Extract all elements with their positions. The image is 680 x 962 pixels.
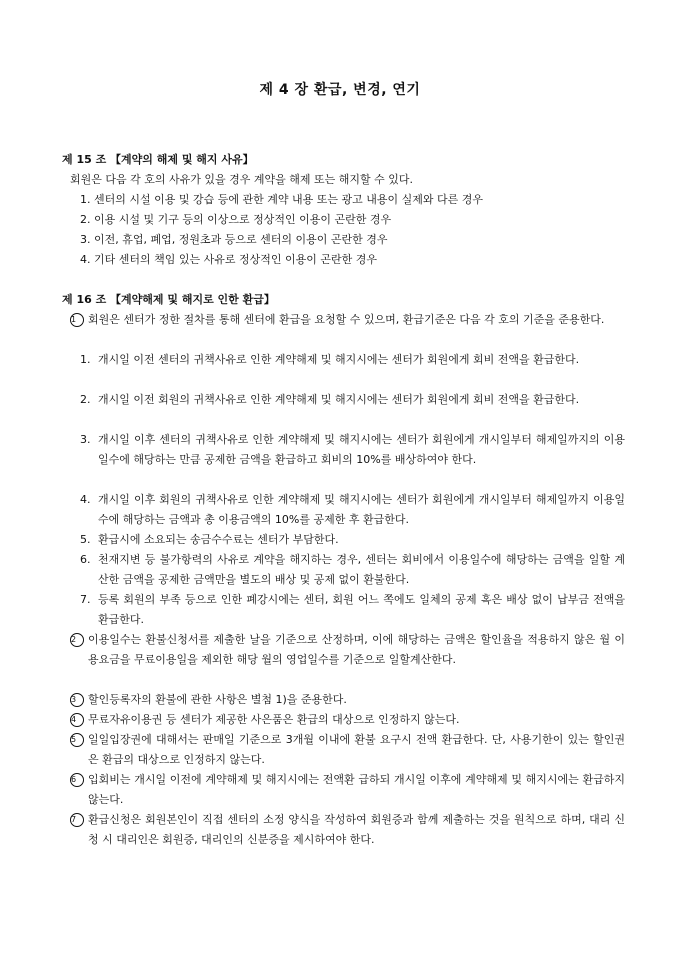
article-16-item — [80, 350, 625, 370]
clause-text: 환급신청은 회원본인이 직접 센터의 소정 양식을 작성하여 회원증과 함께 제출하는 것을 원칙으로 하며, 대리 신청 시 대리인은 회원증, 대리인의 신분증을 제시하여야 한다. — [88, 813, 625, 846]
item-text: 기타 센터의 책임 있는 사유로 정상적인 이용이 곤란한 경우 — [94, 253, 377, 266]
item-number: 5. — [80, 533, 91, 546]
article-16-clause — [70, 710, 625, 730]
item-text: 천재지변 등 불가항력의 사유로 계약을 해지하는 경우, 센터는 회비에서 이용일수에 해당하는 금액을 일할 계산한 금액을 공제한 금액만을 별도의 배상 및 공제 없이 환불한다. — [98, 553, 625, 586]
item-number: 7. — [80, 593, 91, 606]
item-text: 개시일 이전 회원의 귀책사유로 인한 계약해제 및 해지시에는 센터가 회원에게 회비 전액을 환급한다. — [98, 393, 580, 406]
item-text: 개시일 이후 센터의 귀책사유로 인한 계약해제 및 해지시에는 센터가 회원에게 개시일부터 해제일까지의 이용일수에 해당하는 만큼 공제한 금액을 환급하고 회비의 10%를 배상하여야 한다. — [98, 433, 625, 466]
article-16-clause — [70, 690, 625, 710]
article-16-clause — [70, 770, 625, 810]
article-16-clause — [70, 730, 625, 770]
article-16-heading: 제 16 조 【계약해제 및 해지로 인한 환급】 — [62, 293, 275, 306]
item-text: 이전, 휴업, 폐업, 정원초과 등으로 센터의 이용이 곤란한 경우 — [94, 233, 388, 246]
article-15-item — [80, 210, 640, 230]
clause-number: 5 — [70, 733, 84, 747]
article-16-clause — [70, 810, 625, 850]
item-text: 개시일 이후 회원의 귀책사유로 인한 계약해제 및 해지시에는 센터가 회원에게 개시일부터 해제일까지 이용일수에 해당하는 금액과 총 이용금액의 10%를 공제한 후 환급한다. — [98, 493, 625, 526]
item-number: 2. — [80, 393, 91, 406]
item-text: 등록 회원의 부족 등으로 인한 폐강시에는 센터, 회원 어느 쪽에도 일체의 공제 혹은 배상 없이 납부금 전액을 환급한다. — [98, 593, 625, 626]
item-text: 환급시에 소요되는 송금수수료는 센터가 부담한다. — [98, 533, 339, 546]
clause-text: 무료자유이용권 등 센터가 제공한 사은품은 환급의 대상으로 인정하지 않는다. — [88, 713, 460, 726]
clause-number: 7 — [70, 813, 84, 827]
item-text: 이용 시설 및 기구 등의 이상으로 정상적인 이용이 곤란한 경우 — [94, 213, 392, 226]
article-16-item — [80, 430, 625, 470]
clause-text: 일일입장권에 대해서는 판매일 기준으로 3개월 이내에 환불 요구시 전액 환급한다. 단, 사용기한이 있는 할인권은 환급의 대상으로 인정하지 않는다. — [88, 733, 625, 766]
item-number: 1. — [80, 193, 91, 206]
article-15-heading: 제 15 조 【계약의 해제 및 해지 사유】 — [62, 153, 254, 166]
clause-text: 할인등록자의 환불에 관한 사항은 별첨 1)을 준용한다. — [88, 693, 347, 706]
clause-text: 이용일수는 환불신청서를 제출한 날을 기준으로 산정하며, 이에 해당하는 금액은 할인율을 적용하지 않은 월 이용요금을 무료이용일을 제외한 해당 월의 영업일수를 기준으로 일할계산한다. — [88, 633, 625, 666]
clause-number: 3 — [70, 693, 84, 707]
clause-number: 6 — [70, 773, 84, 787]
article-16-item — [80, 590, 625, 630]
article-16-item — [80, 490, 625, 530]
clause-number: 2 — [70, 633, 84, 647]
article-16-item — [80, 530, 625, 550]
article-16-item — [80, 390, 625, 410]
item-number: 6. — [80, 553, 91, 566]
article-15-item — [80, 230, 640, 250]
article-15-intro: 회원은 다음 각 호의 사유가 있을 경우 계약을 해제 또는 해지할 수 있다. — [70, 173, 413, 186]
clause-number: 4 — [70, 713, 84, 727]
article-16-clause — [70, 310, 625, 330]
item-number: 2. — [80, 213, 91, 226]
article-16-item — [80, 550, 625, 590]
item-number: 1. — [80, 353, 91, 366]
article-15-item — [80, 250, 640, 270]
clause-number: 1 — [70, 313, 84, 327]
clause-text: 입회비는 개시일 이전에 계약해제 및 해지시에는 전액환 급하되 개시일 이후에 계약해제 및 해지시에는 환급하지 않는다. — [88, 773, 625, 806]
article-15-item — [80, 190, 640, 210]
item-number: 3. — [80, 433, 91, 446]
clause-text: 회원은 센터가 정한 절차를 통해 센터에 환급을 요청할 수 있으며, 환급기준은 다음 각 호의 기준을 준용한다. — [88, 313, 605, 326]
item-number: 3. — [80, 233, 91, 246]
item-text: 개시일 이전 센터의 귀책사유로 인한 계약해제 및 해지시에는 센터가 회원에게 회비 전액을 환급한다. — [98, 353, 580, 366]
item-text: 센터의 시설 이용 및 강습 등에 관한 계약 내용 또는 광고 내용이 실제와 다른 경우 — [94, 193, 483, 206]
article-16-clause — [70, 630, 625, 670]
chapter-title: 제 4 장 환급, 변경, 연기 — [259, 82, 421, 98]
item-number: 4. — [80, 493, 91, 506]
item-number: 4. — [80, 253, 91, 266]
